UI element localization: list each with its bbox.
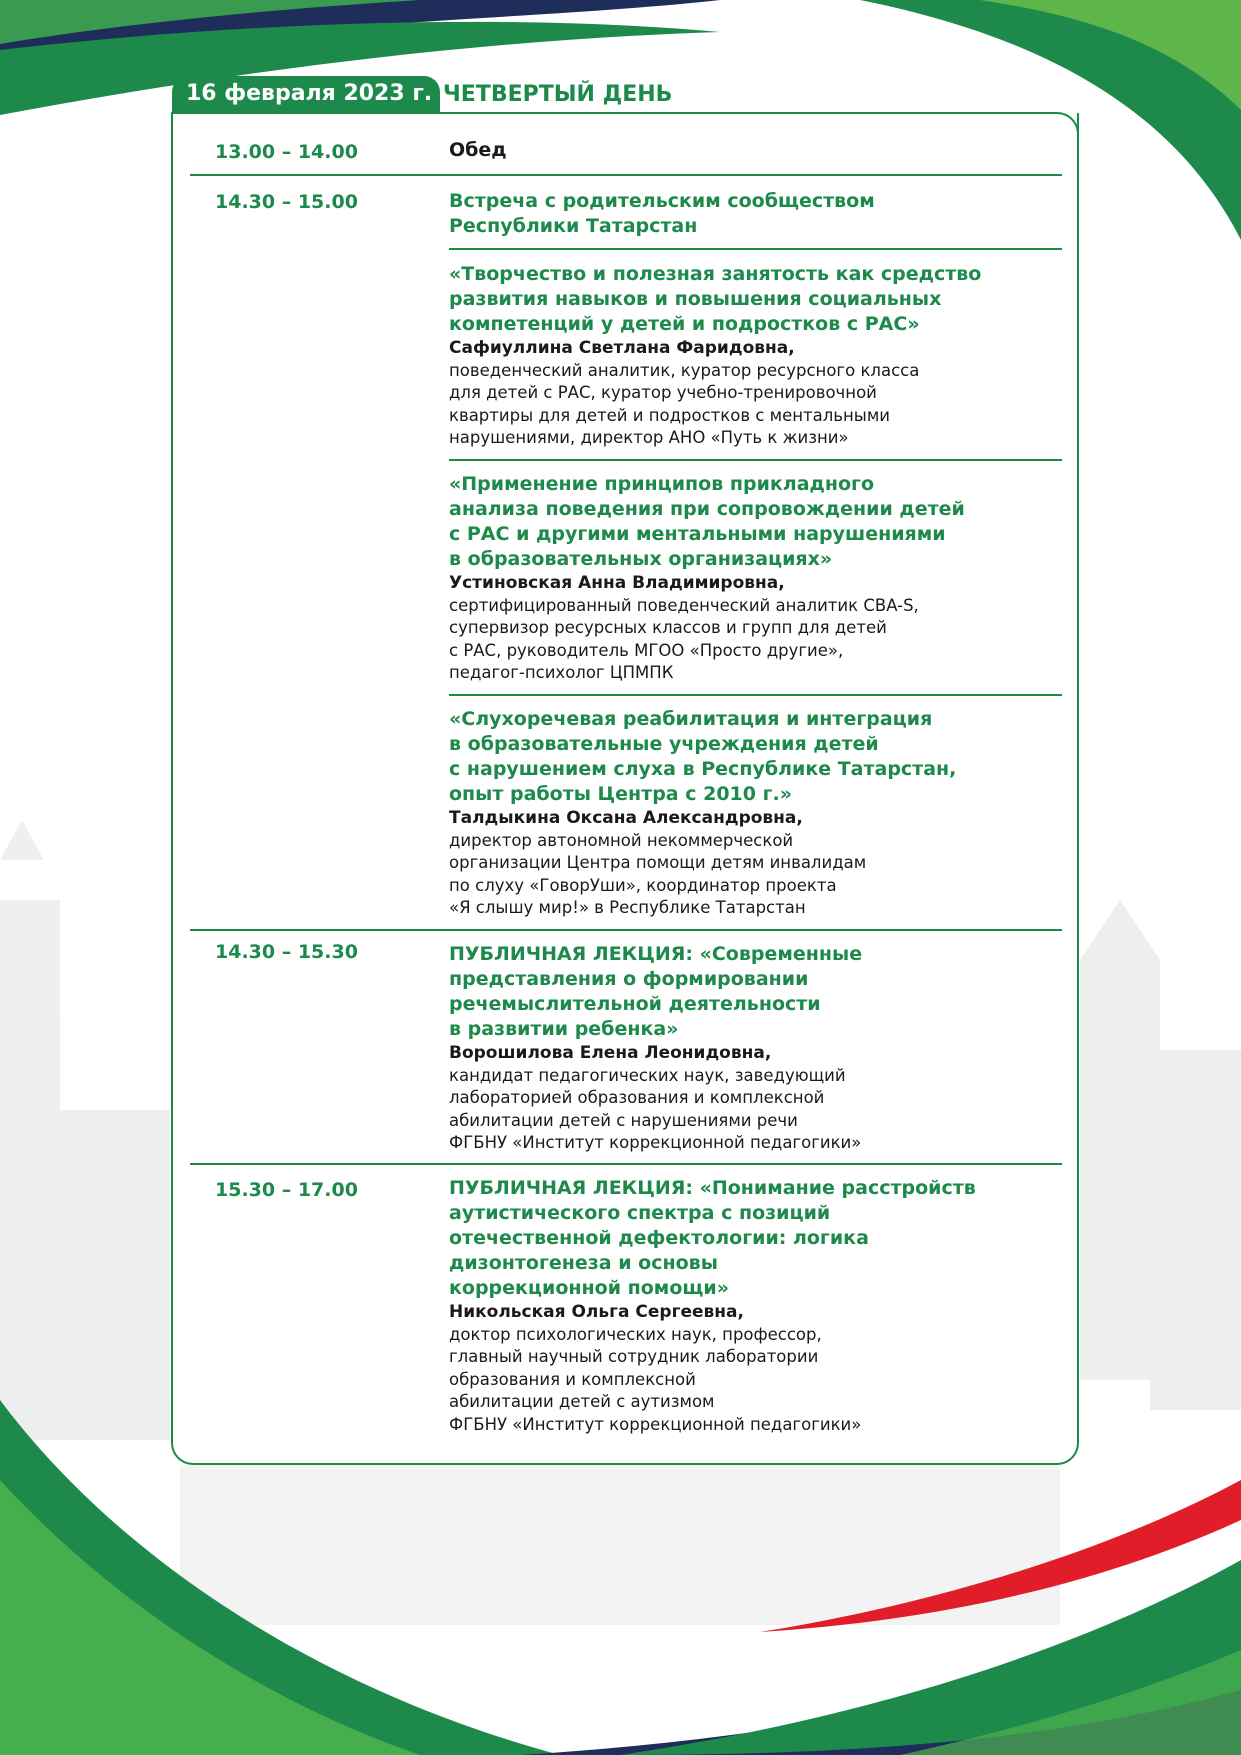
time-slot-lecture-1: 14.30 – 15.30 bbox=[215, 941, 358, 963]
speaker-name: Устиновская Анна Владимировна, bbox=[449, 573, 785, 593]
schedule-item-lunch bbox=[449, 138, 1039, 163]
day-title: ЧЕТВЕРТЫЙ ДЕНЬ bbox=[443, 82, 673, 107]
speaker-name: Ворошилова Елена Леонидовна, bbox=[449, 1043, 772, 1063]
time-slot-lecture-2: 15.30 – 17.00 bbox=[215, 1179, 358, 1201]
schedule-item-lecture-voroshilova bbox=[449, 942, 1039, 1155]
speaker-name: Сафиуллина Светлана Фаридовна, bbox=[449, 338, 795, 358]
item-divider bbox=[449, 459, 1062, 461]
item-title: «Слухоречевая реабилитация и интеграция в образовательные учреждения детей с нарушением слуха в Республике Татарстан, опыт работы Центра с 2010 г.» bbox=[449, 708, 957, 805]
schedule-item-talk-ustinovskaya bbox=[449, 472, 1039, 685]
time-slot-lunch: 13.00 – 14.00 bbox=[215, 141, 358, 163]
schedule-item-parents-meeting bbox=[449, 189, 1039, 239]
schedule-item-talk-taldykina bbox=[449, 707, 1039, 920]
item-title: Обед bbox=[449, 139, 507, 161]
schedule-card-top-border bbox=[171, 112, 1079, 136]
item-title: «Творчество и полезная занятость как средство развития навыков и повышения социальных компетенций у детей и подростков с РАС» bbox=[449, 263, 982, 335]
speaker-description: директор автономной некоммерческой организации Центра помощи детям инвалидам по слуху «ГоворУши», координатор проекта «Я слышу мир!» в Республике Татарстан bbox=[449, 831, 867, 918]
item-divider bbox=[449, 694, 1062, 696]
item-title: Встреча с родительским сообществом Республики Татарстан bbox=[449, 190, 875, 237]
speaker-name: Никольская Ольга Сергеевна, bbox=[449, 1302, 744, 1322]
speaker-description: сертифицированный поведенческий аналитик CBA-S, супервизор ресурсных классов и групп для детей с РАС, руководитель МГОО «Просто другие», педагог-психолог ЦПМПК bbox=[449, 596, 919, 683]
speaker-description: доктор психологических наук, профессор, главный научный сотрудник лаборатории образования и комплексной абилитации детей с аутизмом ФГБНУ «Институт коррекционной педагогики» bbox=[449, 1325, 862, 1434]
speaker-description: поведенческий аналитик, куратор ресурсного класса для детей с РАС, куратор учебно-тренировочной квартиры для детей и подростков с ментальными нарушениями, директор АНО «Путь к жизни» bbox=[449, 361, 920, 448]
item-divider bbox=[449, 248, 1062, 250]
speaker-name: Талдыкина Оксана Александровна, bbox=[449, 808, 803, 828]
item-title: «Применение принципов прикладного анализа поведения при сопровождении детей с РАС и другими ментальными нарушениями в образовательных организациях» bbox=[449, 473, 965, 570]
speaker-description: кандидат педагогических наук, заведующий лабораторией образования и комплексной абилитации детей с нарушениями речи ФГБНУ «Институт коррекционной педагогики» bbox=[449, 1066, 862, 1153]
row-divider bbox=[190, 174, 1062, 176]
item-title: ПУБЛИЧНАЯ ЛЕКЦИЯ: «Понимание расстройств аутистического спектра с позиций отечественной дефектологии: логика дизонтогенеза и основы коррекционной помощи» bbox=[449, 1177, 976, 1299]
schedule-item-talk-safiullina bbox=[449, 262, 1039, 450]
row-divider bbox=[190, 1163, 1062, 1165]
row-divider bbox=[190, 929, 1062, 931]
item-title: ПУБЛИЧНАЯ ЛЕКЦИЯ: «Современные представления о формировании речемыслительной деятельности в развитии ребенка» bbox=[449, 943, 863, 1040]
date-tab: 16 февраля 2023 г. bbox=[172, 76, 440, 112]
schedule-item-lecture-nikolskaya bbox=[449, 1176, 1039, 1436]
time-slot-parents-meeting: 14.30 – 15.00 bbox=[215, 191, 358, 213]
